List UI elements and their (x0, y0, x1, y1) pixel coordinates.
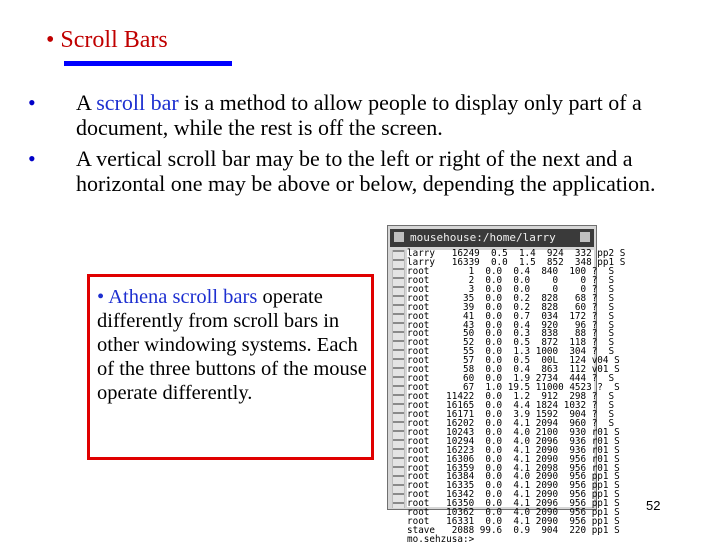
xterm-row: root 16306 0.0 4.1 2090 956 r01 S (407, 453, 620, 465)
xterm-row: root 16165 0.0 4.4 1824 1032 ? S (407, 399, 615, 411)
athena-callout (87, 274, 374, 460)
xterm-row: root 10362 0.0 4.0 2090 956 pp1 S (407, 507, 620, 519)
xterm-row: root 16223 0.0 4.1 2090 936 r01 S (407, 444, 620, 456)
title-text: Scroll Bars (60, 27, 168, 53)
xterm-row: root 16202 0.0 4.1 2094 960 ? S (407, 417, 615, 429)
xterm-row: larry 16249 0.5 1.4 924 332 pp2 S (407, 248, 626, 259)
xterm-row: stave 2088 99.6 0.9 904 220 pp1 S (407, 525, 620, 537)
slide-title (46, 27, 168, 54)
xterm-row: root 16359 0.0 4.1 2098 956 r01 S (407, 462, 620, 474)
xterm-row: root 10294 0.0 4.0 2096 936 r01 S (407, 435, 620, 447)
xterm-row: root 16335 0.0 4.1 2090 956 pp1 S (407, 480, 620, 492)
xterm-row: root 39 0.0 0.2 828 60 ? S (407, 301, 615, 313)
xterm-row: root 10243 0.0 4.0 2100 930 r01 S (407, 426, 620, 438)
scrollbar-track[interactable] (393, 250, 404, 508)
title-underline (64, 61, 232, 66)
xterm-row: root 11422 0.0 1.2 912 298 ? S (407, 391, 615, 402)
xterm-row: root 3 0.0 0.0 0 0 ? S (407, 283, 615, 295)
xterm-row: root 16342 0.0 4.1 2090 956 pp1 S (407, 489, 620, 501)
xterm-row: root 35 0.0 0.2 828 68 ? S (407, 292, 615, 304)
xterm-row: root 16350 0.0 4.1 2096 956 pp1 S (407, 498, 620, 510)
bullet-1-highlight: scroll bar (96, 90, 179, 115)
maximize-icon[interactable] (580, 232, 590, 242)
page-number: 52 (646, 498, 661, 513)
xterm-row: root 52 0.0 0.5 872 118 ? S (407, 337, 615, 349)
xterm-row: root 16331 0.0 4.1 2090 956 pp1 S (407, 516, 620, 528)
xterm-output (407, 248, 626, 545)
xterm-row: root 58 0.0 0.4 863 112 v01 S (407, 364, 620, 376)
xterm-row: root 55 0.0 1.3 1000 304 ? S (407, 346, 615, 358)
bullet-1-pre: A (76, 90, 97, 115)
callout-highlight: Athena scroll bars (108, 286, 258, 308)
xterm-row: root 60 0.0 1.9 2734 444 ? S (407, 373, 615, 385)
window-menu-icon[interactable] (394, 232, 404, 242)
xterm-row: root 67 1.0 19.5 11000 4523 ? S (407, 382, 620, 394)
bullet-1-post: is a method to allow people to display only part of a document, while the rest is off the screen. (76, 90, 642, 140)
xterm-row: root 57 0.0 0.5 00L 124 v04 S (407, 355, 620, 367)
bullet-item-2 (28, 146, 668, 196)
xterm-row: mo.sehzusa:> (407, 534, 475, 545)
xterm-row: root 50 0.0 0.3 838 88 ? S (407, 328, 615, 340)
xterm-row: root 16384 0.0 4.0 2090 956 pp1 S (407, 471, 620, 483)
xterm-row: root 1 0.0 0.4 840 100 ? S (407, 265, 615, 277)
bullet-2-text: A vertical scroll bar may be to the left or right of the next and a horizontal one may be above or below, depending the application. (76, 146, 656, 196)
bullet-dot: • (28, 90, 36, 115)
xterm-window (387, 225, 626, 545)
xterm-row: larry 16339 0.0 1.5 852 348 pp1 S (407, 256, 626, 268)
xterm-row: root 16171 0.0 3.9 1592 904 ? S (407, 408, 615, 420)
xterm-row: root 2 0.0 0.0 0 0 ? S (407, 274, 615, 286)
bullet-dot: • (28, 146, 36, 171)
callout-body: operate differently from scroll bars in other windowing systems. Each of the three buttons of the mouse operate differently. (97, 286, 367, 404)
xterm-titlebar[interactable] (390, 229, 594, 247)
bullet-list (28, 90, 668, 202)
callout-bullet: • (97, 286, 105, 308)
xterm-title: mousehouse:/home/larry (410, 231, 556, 244)
title-bullet: • (46, 27, 55, 53)
xterm-row: root 43 0.0 0.4 920 96 ? S (407, 319, 615, 331)
xterm-row: root 41 0.0 0.7 034 172 ? S (407, 310, 615, 322)
bullet-item-1 (28, 90, 668, 140)
athena-scrollbar[interactable] (392, 250, 405, 508)
